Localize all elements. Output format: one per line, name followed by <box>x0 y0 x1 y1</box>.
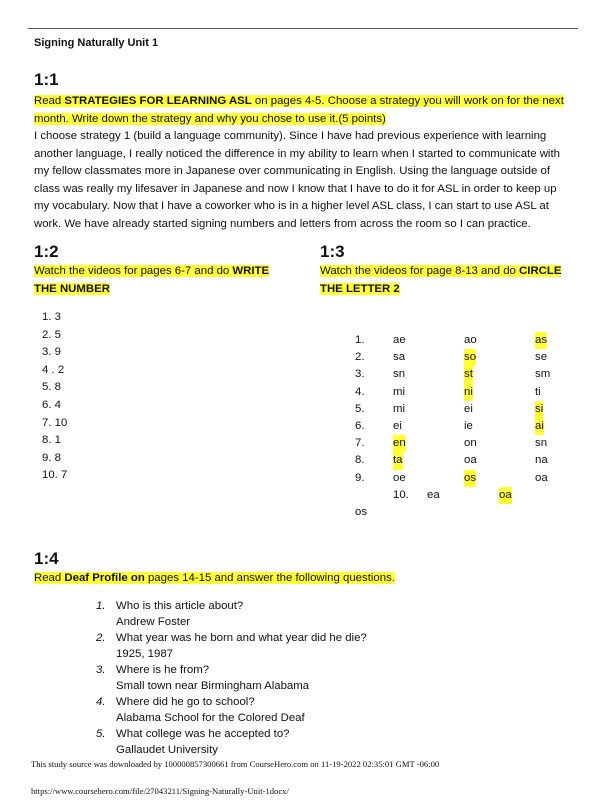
letter-pair: oa <box>535 471 548 484</box>
section-heading-1-1: 1:1 <box>34 70 59 89</box>
letter-pair: ei <box>393 419 402 432</box>
letter-pair: oa <box>464 454 477 467</box>
circled-letter-pair: en <box>393 435 406 452</box>
circled-letter-pair: ai <box>535 418 544 435</box>
section-heading-1-4: 1:4 <box>34 549 59 568</box>
list-item: 7. 10 <box>42 416 68 429</box>
question-text: What year was he born and what year did he die? <box>116 632 367 644</box>
row-number: 1. <box>355 334 365 346</box>
letter-pair: sm <box>535 368 551 381</box>
instr-post: pages 14-15 and answer the following questions. <box>144 572 395 584</box>
question-text: Who is this article about? <box>116 600 244 612</box>
instr-post: on pages 4-5. Choose a strategy you will work on for the next month. Write down the strategy and why you chose to use it.(5 points) <box>34 95 564 125</box>
question-item <box>96 630 367 662</box>
circled-letter-pair: as <box>535 332 547 349</box>
row-number: 5. <box>355 402 365 415</box>
row-number: 8. <box>355 454 365 467</box>
answer-text: Alabama School for the Colored Deaf <box>116 712 305 724</box>
circled-letter-pair: ni <box>464 384 473 401</box>
instr-bold: STRATEGIES FOR LEARNING ASL <box>64 95 252 107</box>
row-number: 4. <box>355 385 365 398</box>
letter-pair: on <box>464 437 477 450</box>
header-rule <box>28 28 578 29</box>
list-item: 5. 8 <box>42 381 61 394</box>
letter-pair: sa <box>393 351 406 364</box>
circled-letter-pair: os <box>464 470 476 487</box>
letter-pair: na <box>535 454 548 467</box>
list-item: 2. 5 <box>42 328 61 341</box>
instr-pre: Read <box>34 95 65 107</box>
letter-pair: ti <box>535 385 541 398</box>
circled-letter-pair: ta <box>393 452 403 469</box>
answer-text: Gallaudet University <box>116 744 218 756</box>
question-number: 2. <box>96 632 106 644</box>
list-item: 3. 9 <box>42 346 61 359</box>
row-number: 7. <box>355 437 365 450</box>
letter-pair: os <box>355 505 368 518</box>
letter-pair: ae <box>393 334 406 346</box>
letter-pair: sn <box>393 368 406 381</box>
instr-pre: Watch the videos for pages 6-7 and do <box>34 265 233 277</box>
letter-pair: mi <box>393 385 406 398</box>
list-item: 6. 4 <box>42 398 61 411</box>
row-number: 2. <box>355 351 365 364</box>
footer-source-note: This study source was downloaded by 100000857300661 from CourseHero.com on 11-19-2022 02:35:01 GMT -06:00 <box>31 759 440 769</box>
section-heading-1-3: 1:3 <box>320 242 345 261</box>
letter-pair: oe <box>393 471 406 484</box>
section-1-1-answer: I choose strategy 1 (build a language community). Since I have had previous experience with learning another language, I really noticed the difference in my ability to learn when I started to communicate with my fellow classmates more in Japanese over communicating in English. Using the language outside of class was really my lifesaver in Japanese and now I know that I have to do it for ASL in order to keep up my vocabulary. Now that I have a coworker who is in a higher level ASL class, I can start to use ASL at work. We have already started signing numbers and letters from across the room so I can practice. <box>34 130 560 230</box>
row-number: 3. <box>355 368 365 381</box>
document-header: Signing Naturally Unit 1 <box>34 37 159 49</box>
row-number: 10. <box>393 488 409 501</box>
section-1-4-instructions <box>34 570 579 588</box>
answer-text: Andrew Foster <box>116 616 191 628</box>
section-1-1-instructions <box>34 93 574 128</box>
row-number: 9. <box>355 471 365 484</box>
instr-bold: WRITE THE NUMBER <box>34 265 270 295</box>
letter-pair: ie <box>464 419 473 432</box>
question-number: 4. <box>96 696 106 708</box>
list-item: 9. 8 <box>42 451 61 464</box>
list-item: 4 . 2 <box>42 363 65 376</box>
circled-letter-pair: so <box>464 349 476 366</box>
letter-pair: ei <box>464 402 473 415</box>
list-item: 10. 7 <box>42 469 68 482</box>
answer-text: Small town near Birmingham Alabama <box>116 680 310 692</box>
question-item <box>96 726 367 758</box>
instr-bold: CIRCLE THE LETTER 2 <box>320 265 562 295</box>
instr-pre: Read <box>34 572 65 584</box>
question-number: 3. <box>96 664 106 676</box>
question-item <box>96 694 367 726</box>
section-heading-1-2: 1:2 <box>34 242 59 261</box>
instr-pre: Watch the videos for page 8-13 and do <box>320 265 520 277</box>
circled-letter-pair: oa <box>499 487 512 504</box>
number-answer-list <box>42 309 67 485</box>
question-item <box>96 662 367 694</box>
section-1-2-instructions <box>34 263 289 298</box>
letter-pair: sn <box>535 437 548 450</box>
list-item: 8. 1 <box>42 434 61 447</box>
letter-pair: mi <box>393 402 406 415</box>
question-text: Where is he from? <box>116 664 210 676</box>
question-text: What college was he accepted to? <box>116 728 290 740</box>
answer-text: 1925, 1987 <box>116 648 174 660</box>
question-text: Where did he go to school? <box>116 696 255 708</box>
footer-url: https://www.coursehero.com/file/27043211/Signing-Naturally-Unit-1docx/ <box>31 786 289 796</box>
question-number: 1. <box>96 600 106 612</box>
row-number: 6. <box>355 419 365 432</box>
instr-bold: Deaf Profile on <box>64 572 145 584</box>
circled-letter-pair: st <box>464 366 473 383</box>
letter-pair: se <box>535 351 548 364</box>
question-number: 5. <box>96 728 106 740</box>
circled-letter-pair: si <box>535 401 543 418</box>
letter-pair: ao <box>464 334 477 346</box>
section-1-3-instructions <box>320 263 575 298</box>
list-item: 1. 3 <box>42 311 61 323</box>
question-item <box>96 598 367 630</box>
letter-pair: ea <box>427 488 440 501</box>
question-answer-list <box>96 598 367 758</box>
